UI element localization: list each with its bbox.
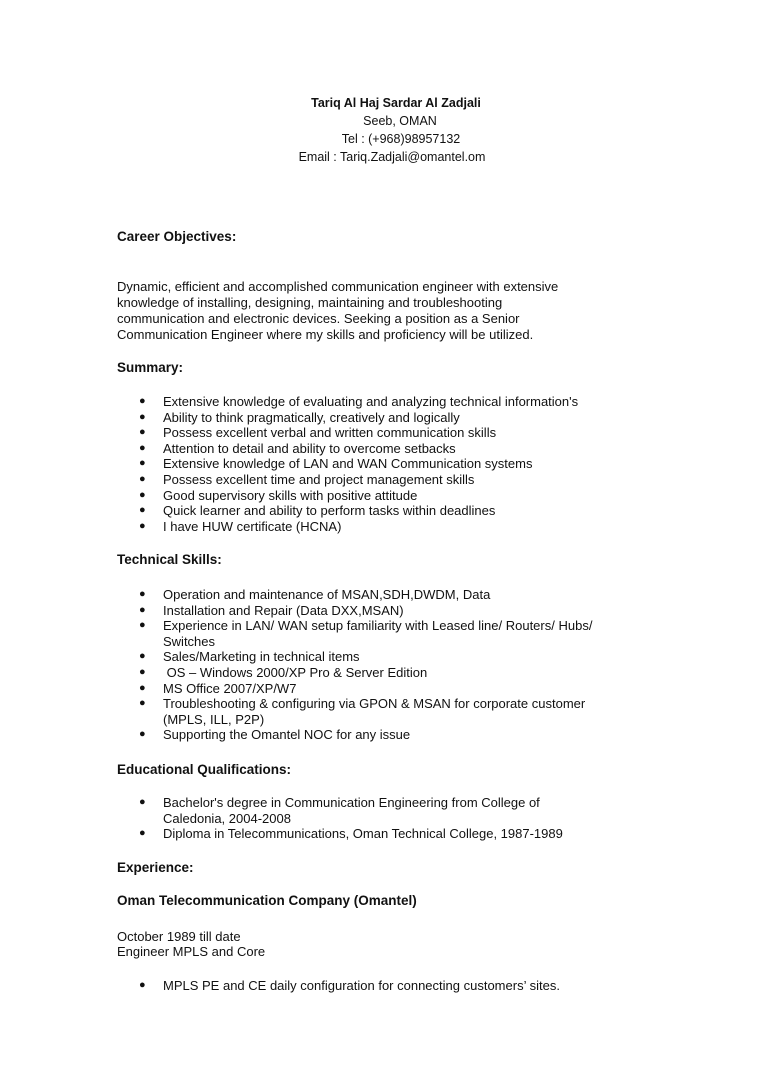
bullet-icon: ● (139, 697, 146, 710)
bullet-icon: ● (139, 728, 146, 741)
skill-item-continuation: Switches (163, 633, 216, 649)
summary-item-text: Good supervisory skills with positive attitude (163, 487, 418, 503)
summary-item-text: Possess excellent time and project management skills (163, 471, 475, 487)
skill-item-text: Experience in LAN/ WAN setup familiarity with Leased line/ Routers/ Hubs/ (163, 618, 593, 634)
candidate-name: Tariq Al Haj Sardar Al Zadjali (311, 96, 481, 110)
bullet-icon: ● (139, 441, 146, 454)
skill-item-text: Sales/Marketing in technical items (163, 649, 360, 665)
list-item (117, 456, 677, 472)
objective-line: knowledge of installing, designing, maintaining and troubleshooting (117, 295, 503, 310)
skill-item-text: Supporting the Omantel NOC for any issue (163, 727, 411, 743)
bullet-icon: ● (139, 426, 146, 439)
bullet-icon: ● (139, 457, 146, 470)
skill-item-text: MS Office 2007/XP/W7 (163, 680, 297, 696)
list-item (117, 826, 677, 842)
list-item (117, 503, 677, 519)
bullet-icon: ● (139, 796, 146, 808)
list-item (117, 681, 677, 697)
experience-duties-list (117, 978, 677, 994)
bullet-icon: ● (139, 588, 146, 600)
summary-heading: Summary: (117, 360, 184, 375)
list-item (117, 603, 677, 619)
list-item (117, 425, 677, 441)
skill-item-continuation: (MPLS, ILL, P2P) (163, 711, 265, 727)
bullet-icon: ● (139, 619, 146, 632)
bullet-icon: ● (139, 979, 146, 991)
career-objectives-heading: Career Objectives: (117, 229, 237, 244)
education-item-text: Bachelor's degree in Communication Engineering from College of (163, 795, 540, 810)
list-item (117, 978, 677, 994)
bullet-icon: ● (139, 410, 146, 423)
summary-item-text: Extensive knowledge of LAN and WAN Communication systems (163, 456, 533, 472)
bullet-icon: ● (139, 504, 146, 517)
education-item-text: Diploma in Telecommunications, Oman Technical College, 1987-1989 (163, 826, 563, 842)
contact-header (0, 94, 768, 166)
bullet-icon: ● (139, 472, 146, 485)
skill-item-text: Troubleshooting & configuring via GPON & MSAN for corporate customer (163, 696, 586, 712)
bullet-icon: ● (139, 395, 146, 407)
skill-item-text: Installation and Repair (Data DXX,MSAN) (163, 602, 404, 618)
list-item (117, 441, 677, 457)
summary-item-text: Attention to detail and ability to overcome setbacks (163, 440, 456, 456)
skill-item-text: OS – Windows 2000/XP Pro & Server Edition (163, 664, 428, 680)
bullet-icon: ● (139, 827, 146, 840)
objective-line: Dynamic, efficient and accomplished communication engineer with extensive (117, 279, 559, 294)
candidate-location: Seeb, OMAN (363, 114, 437, 128)
summary-item-text: Extensive knowledge of evaluating and analyzing technical information's (163, 394, 579, 409)
education-list (117, 795, 677, 842)
bullet-icon: ● (139, 650, 146, 663)
summary-item-text: Quick learner and ability to perform tasks within deadlines (163, 503, 496, 519)
candidate-phone: Tel : (+968)98957132 (341, 132, 461, 146)
bullet-icon: ● (139, 488, 146, 501)
job-title: Engineer MPLS and Core (117, 944, 266, 959)
summary-item-text: Ability to think pragmatically, creatively and logically (163, 409, 460, 425)
list-item (117, 795, 677, 826)
list-item (117, 394, 677, 410)
education-heading: Educational Qualifications: (117, 762, 292, 777)
career-objectives-text (117, 279, 657, 343)
list-item (117, 519, 677, 535)
experience-heading: Experience: (117, 860, 194, 875)
list-item (117, 665, 677, 681)
bullet-icon: ● (139, 519, 146, 532)
list-item (117, 727, 677, 743)
list-item (117, 410, 677, 426)
bullet-icon: ● (139, 603, 146, 616)
list-item (117, 618, 677, 649)
skill-item-text: Operation and maintenance of MSAN,SDH,DWDM, Data (163, 587, 491, 602)
employment-dates: October 1989 till date (117, 929, 241, 944)
summary-list (117, 394, 677, 534)
technical-skills-heading: Technical Skills: (117, 552, 222, 567)
summary-item-text: I have HUW certificate (HCNA) (163, 518, 342, 534)
summary-item-text: Possess excellent verbal and written communication skills (163, 425, 497, 441)
list-item (117, 696, 677, 727)
candidate-email: Email : Tariq.Zadjali@omantel.om (298, 150, 486, 164)
technical-skills-list (117, 587, 677, 743)
list-item (117, 488, 677, 504)
bullet-icon: ● (139, 681, 146, 694)
education-item-continuation: Caledonia, 2004-2008 (163, 810, 291, 826)
bullet-icon: ● (139, 665, 146, 678)
objective-line: Communication Engineer where my skills and proficiency will be utilized. (117, 327, 534, 342)
objective-line: communication and electronic devices. Seeking a position as a Senior (117, 311, 520, 326)
list-item (117, 649, 677, 665)
list-item (117, 472, 677, 488)
employer-name: Oman Telecommunication Company (Omantel) (117, 893, 417, 908)
list-item (117, 587, 677, 603)
duty-item-text: MPLS PE and CE daily configuration for connecting customers’ sites. (163, 978, 560, 993)
